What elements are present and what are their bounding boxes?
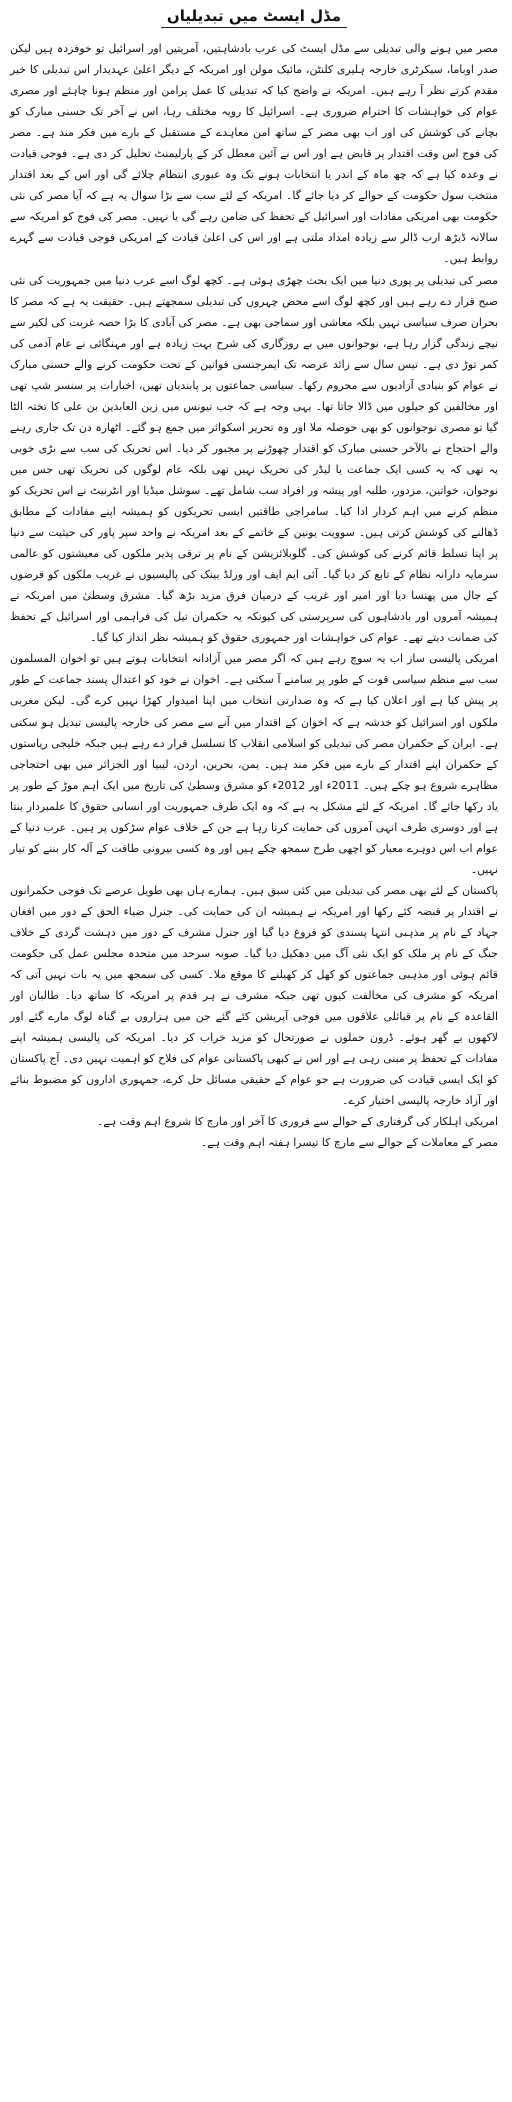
article-paragraph: مصر کی تبدیلی پر پوری دنیا میں ایک بحث چھڑی ہوئی ہے۔ کچھ لوگ اسے عرب دنیا میں جمہوریت کی نئی صبح قرار دے رہے ہیں اور کچھ لوگ اسے محض چہروں کی تبدیلی سمجھتے ہیں۔ حقیقت یہ ہے کہ مصر کا بحران صرف سیاسی نہیں بلکہ معاشی اور سماجی بھی ہے۔ مصر کی آبادی کا بڑا حصہ غربت کی لکیر سے نیچے زندگی گزار رہا ہے، نوجوانوں میں بے روزگاری کی شرح بہت زیادہ ہے اور مہنگائی نے عام آدمی کی کمر توڑ دی ہے۔ تیس سال سے زائد عرصہ تک ایمرجنسی قوانین کے تحت حکومت کرنے والے حسنی مبارک نے عوام کو بنیادی آزادیوں سے محروم رکھا۔ سیاسی جماعتوں پر پابندیاں تھیں، اخبارات پر سنسر شپ تھی اور مخالفین کو جیلوں میں ڈالا جاتا تھا۔ یہی وجہ ہے کہ جب تیونس میں زین العابدین بن علی کا تختہ الٹا گیا تو مصری نوجوانوں کو بھی حوصلہ ملا اور وہ تحریر اسکوائر میں جمع ہو گئے۔ اٹھارہ دن تک جاری رہنے والے احتجاج نے بالآخر حسنی مبارک کو اقتدار چھوڑنے پر مجبور کر دیا۔ اس تحریک کی سب سے بڑی خوبی یہ تھی کہ یہ کسی ایک جماعت یا لیڈر کی تحریک نہیں تھی بلکہ عام لوگوں کی تحریک تھی جس میں نوجوان، خواتین، مزدور، طلبہ اور پیشہ ور افراد سب شامل تھے۔ سوشل میڈیا اور انٹرنیٹ نے اس تحریک کو منظم کرنے میں اہم کردار ادا کیا۔ سامراجی طاقتیں ایسی تحریکوں کو ہمیشہ اپنے مفادات کے مطابق ڈھالنے کی کوشش کرتی ہیں۔ سوویت یونین کے خاتمے کے بعد امریکہ نے واحد سپر پاور کی حیثیت سے دنیا پر اپنا تسلط قائم کرنے کی کوشش کی۔ گلوبلائزیشن کے نام پر ترقی پذیر ملکوں کی معیشتوں کو عالمی سرمایہ دارانہ نظام کے تابع کر دیا گیا۔ آئی ایم ایف اور ورلڈ بینک کی پالیسیوں نے غریب ملکوں کو قرضوں کے جال میں پھنسا دیا اور امیر اور غریب کے درمیان فرق مزید بڑھ گیا۔ مشرق وسطیٰ میں امریکہ نے ہمیشہ آمروں اور بادشاہوں کی سرپرستی کی کیونکہ یہ حکمران تیل کی فراہمی اور اسرائیل کے تحفظ کی ضمانت دیتے تھے۔ عوام کی خواہشات اور جمہوری حقوق کو ہمیشہ نظر انداز کیا گیا۔ [10, 273, 498, 645]
article-paragraph: پاکستان کے لئے بھی مصر کی تبدیلی میں کئی سبق ہیں۔ ہمارے ہاں بھی طویل عرصے تک فوجی حکمرانوں نے اقتدار پر قبضہ کئے رکھا اور امریکہ نے ہمیشہ ان کی حمایت کی۔ جنرل ضیاء الحق کے دور میں افغان جہاد کے نام پر مذہبی انتہا پسندی کو فروغ دیا گیا اور جنرل مشرف کے دور میں دہشت گردی کے خلاف جنگ کے نام پر ملک کو ایک نئی آگ میں دھکیل دیا گیا۔ صوبہ سرحد میں متحدہ مجلس عمل کی حکومت قائم ہوئی اور مذہبی جماعتوں کو کھل کر کھیلنے کا موقع ملا۔ کسی کی سمجھ میں یہ بات نہیں آتی کہ امریکہ کو مشرف کی مخالفت کیوں تھی جبکہ مشرف نے ہر قدم پر امریکہ کا ساتھ دیا۔ طالبان اور القاعدہ کے نام پر قبائلی علاقوں میں فوجی آپریشن کئے گئے جن میں ہزاروں بے گناہ لوگ مارے گئے اور لاکھوں بے گھر ہوئے۔ ڈرون حملوں نے صورتحال کو مزید خراب کر دیا۔ امریکہ کی پالیسی ہمیشہ اپنے مفادات کے تحفظ پر مبنی رہی ہے اور اس نے کبھی پاکستانی عوام کی فلاح کو اہمیت نہیں دی۔ آج پاکستان کو ایک ایسی قیادت کی ضرورت ہے جو عوام کے حقیقی مسائل حل کرے، جمہوری اداروں کو مضبوط بنائے اور آزاد خارجہ پالیسی اختیار کرے۔ [10, 883, 498, 1108]
article-body [10, 38, 498, 1153]
article-paragraph: مصر میں ہونے والی تبدیلی سے مڈل ایسٹ کی عرب بادشاہتیں، آمریتیں اور اسرائیل تو خوفزدہ ہیں لیکن صدر اوباما، سیکرٹری خارجہ ہلیری کلنٹن، مائیک مولن اور امریکہ کے دیگر اعلیٰ عہدیدار اس تبدیلی کا خیر مقدم کرتے نظر آ رہے ہیں۔ امریکہ نے واضح کیا کہ تبدیلی کا عمل پرامن اور منظم ہونا چاہئے اور مصری عوام کی خواہشات کا احترام ضروری ہے۔ اسرائیل کا رویہ مختلف رہا، اس نے آخر تک حسنی مبارک کو بچانے کی کوشش کی اور اب بھی مصر کے ساتھ امن معاہدے کے مستقبل کے بارے میں فکر مند ہے۔ مصر کی فوج اس وقت اقتدار پر قابض ہے اور اس نے آئین معطل کر کے پارلیمنٹ تحلیل کر دی ہے۔ فوجی قیادت نے وعدہ کیا ہے کہ چھ ماہ کے اندر یا انتخابات ہونے تک وہ عبوری انتظام چلائے گی اور اس کے بعد اقتدار منتخب سول حکومت کے حوالے کر دیا جائے گا۔ امریکہ کے لئے سب سے بڑا سوال یہ ہے کہ آیا مصر کی نئی حکومت بھی امریکی مفادات اور اسرائیل کے تحفظ کی ضامن رہے گی یا نہیں۔ مصر کی فوج کو امریکہ سے سالانہ ڈیڑھ ارب ڈالر سے زیادہ امداد ملتی ہے اور اس کی اعلیٰ قیادت کے امریکی فوجی قیادت سے گہرے روابط ہیں۔ [10, 42, 498, 266]
article-paragraph: مصر کے معاملات کے حوالے سے مارچ کا تیسرا ہفتہ اہم وقت ہے۔ [200, 1136, 498, 1150]
article-title: مڈل ایسٹ میں تبدیلیاں [161, 7, 347, 28]
header [10, 6, 498, 32]
article-paragraph: امریکی پالیسی ساز اب یہ سوچ رہے ہیں کہ اگر مصر میں آزادانہ انتخابات ہوتے ہیں تو اخوان المسلمون سب سے منظم سیاسی قوت کے طور پر سامنے آ سکتی ہے۔ اخوان نے خود کو اعتدال پسند جماعت کے طور پر پیش کیا ہے اور اعلان کیا ہے کہ وہ صدارتی انتخاب میں اپنا امیدوار کھڑا نہیں کرے گی۔ لیکن مغربی ملکوں اور اسرائیل کو خدشہ ہے کہ اخوان کے اقتدار میں آنے سے مصر کی خارجہ پالیسی تبدیل ہو سکتی ہے۔ ایران کے حکمران مصر کی تبدیلی کو اسلامی انقلاب کا تسلسل قرار دے رہے ہیں جبکہ خلیجی ریاستوں کے حکمران اپنے اقتدار کے بارے میں فکر مند ہیں۔ یمن، بحرین، اردن، لیبیا اور الجزائر میں بھی احتجاجی مظاہرے شروع ہو چکے ہیں۔ 2011ء اور 2012ء کو مشرق وسطیٰ کی تاریخ میں ایک اہم موڑ کے طور پر یاد رکھا جائے گا۔ امریکہ کے لئے مشکل یہ ہے کہ وہ ایک طرف جمہوریت اور انسانی حقوق کا علمبردار بنتا ہے اور دوسری طرف انہی آمروں کی حمایت کرتا رہا ہے جن کے خلاف عوام سڑکوں پر ہیں۔ عرب دنیا کے عوام اب اس دوہرے معیار کو اچھی طرح سمجھ چکے ہیں اور وہ کسی بیرونی طاقت کے آلہ کار بننے کو تیار نہیں۔ [10, 652, 498, 876]
article-paragraph: امریکی اہلکار کی گرفتاری کے حوالے سے فروری کا آخر اور مارچ کا شروع اہم وقت ہے۔ [96, 1115, 498, 1129]
